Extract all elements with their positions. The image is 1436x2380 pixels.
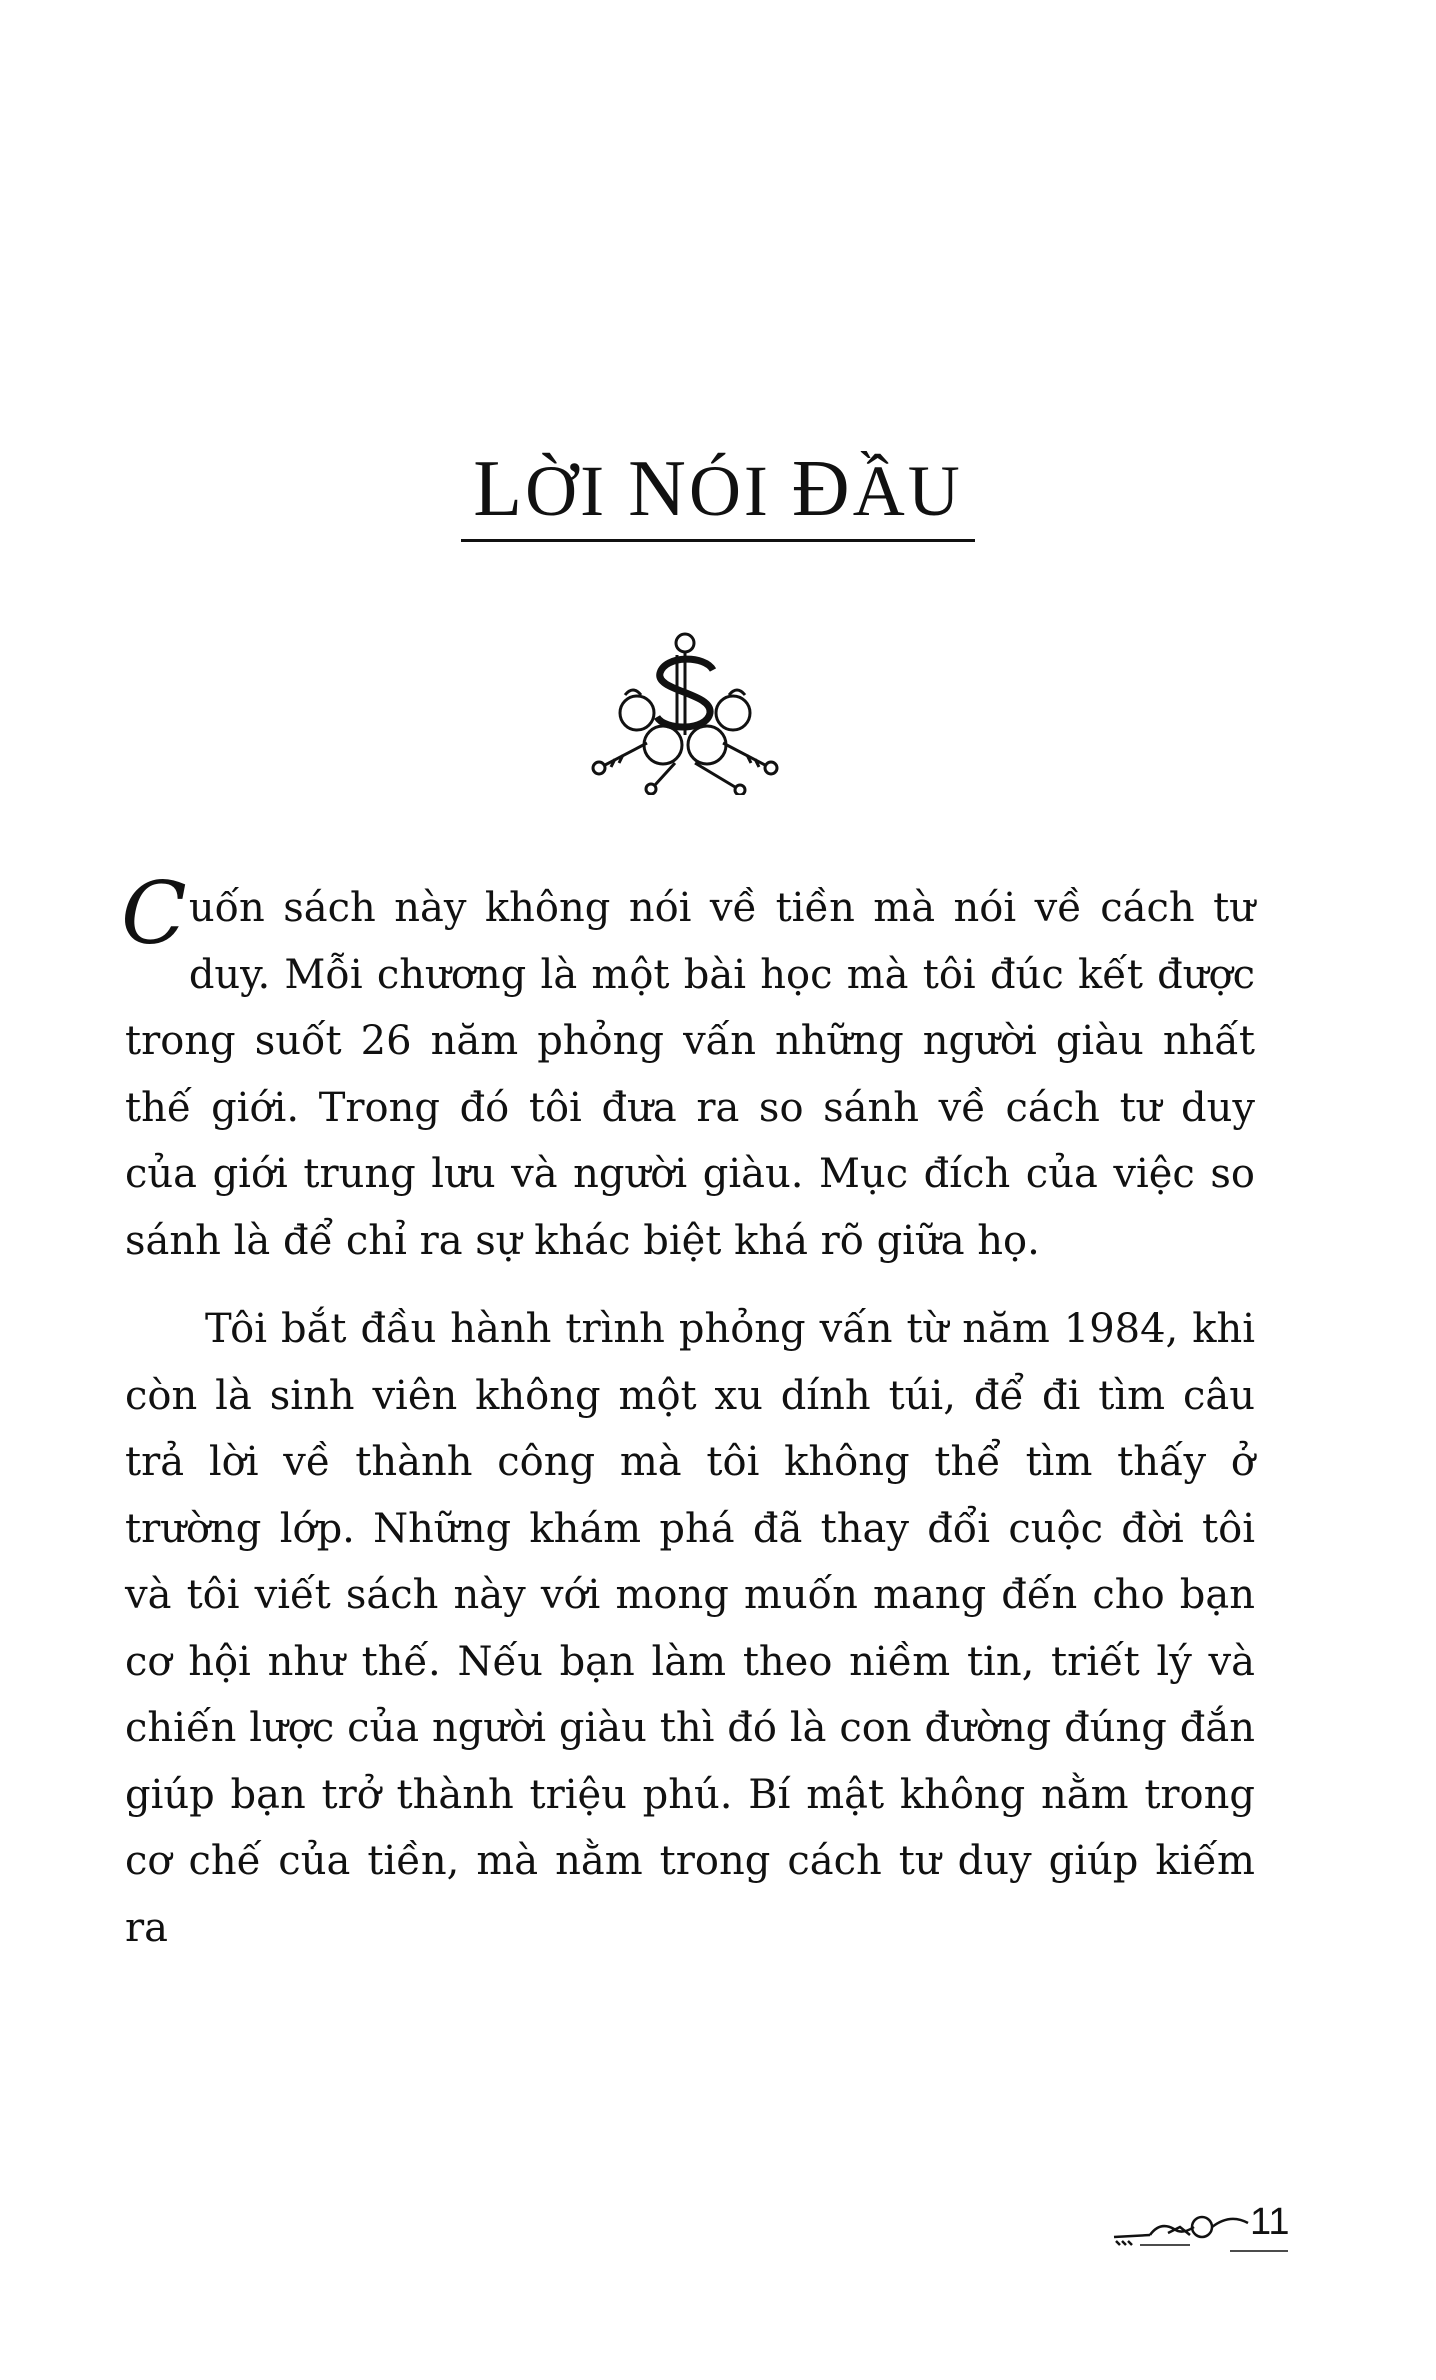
paragraph-1-text: uốn sách này không nói về tiền mà nói về cách tư duy. Mỗi chương là một bài học mà tôi đúc kết được trong suốt 26 năm phỏng vấn những người giàu nhất thế giới. Trong đó tôi đưa ra so sánh về cách tư duy của giới trung lưu và người giàu. Mục đích của việc so sánh là để chỉ ra sự khác biệt khá rõ giữa họ. xyxy=(125,885,1255,1264)
paragraph-2-text: Tôi bắt đầu hành trình phỏng vấn từ năm 1984, khi còn là sinh viên không một xu dính túi, để đi tìm câu trả lời về thành công mà tôi không thể tìm thấy ở trường lớp. Những khám phá đã thay đổi cuộc đời tôi và tôi viết sách này với mong muốn mang đến cho bạn cơ hội như thế. Nếu bạn làm theo niềm tin, triết lý và chiến lược của người giàu thì đó là con đường đúng đắn giúp bạn trở thành triệu phú. Bí mật không nằm trong cơ chế của tiền, mà nằm trong cách tư duy giúp kiếm ra xyxy=(125,1306,1255,1951)
page-title xyxy=(461,445,974,542)
title-initial-2: N xyxy=(628,445,689,533)
title-block xyxy=(0,445,1436,542)
drop-cap: C xyxy=(121,864,187,964)
body-text xyxy=(121,864,1255,1961)
page-number: 11 xyxy=(1250,2201,1290,2243)
dollar-sign-keys-ornament-icon xyxy=(585,625,785,795)
title-rest-1: ỜI xyxy=(525,451,629,531)
title-initial-3: Đ xyxy=(791,445,853,533)
title-initial-1: L xyxy=(473,445,526,533)
paragraph-2 xyxy=(125,1296,1255,1961)
title-rest-2: ÓI xyxy=(688,451,792,531)
title-rest-3: ẦU xyxy=(852,451,963,531)
paragraph-1 xyxy=(121,864,1255,1274)
